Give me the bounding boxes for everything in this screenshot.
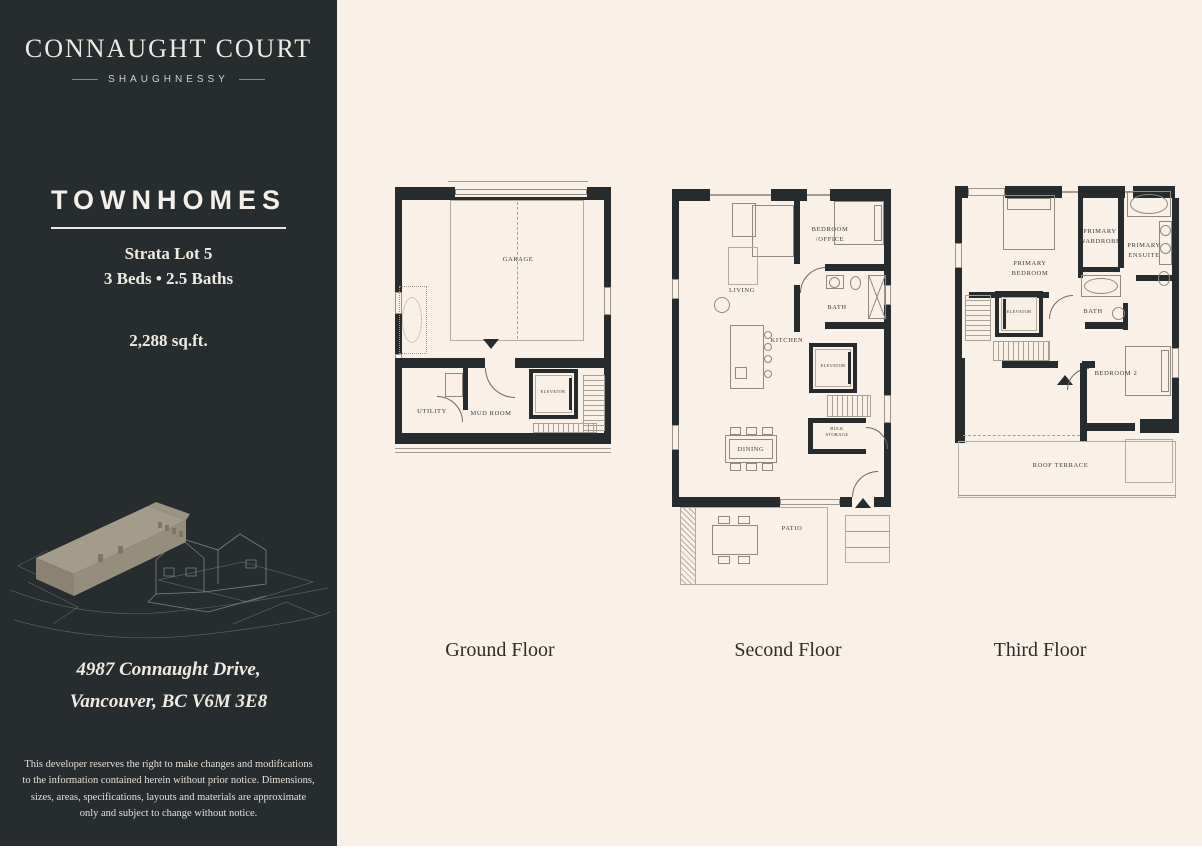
sink (829, 277, 840, 288)
entry-marker (483, 339, 499, 349)
room-label: BATH (827, 304, 847, 311)
third-floor-plan (955, 183, 1179, 505)
desk (752, 205, 794, 257)
garage-door (455, 189, 587, 195)
wall (604, 200, 611, 287)
wall (395, 358, 485, 368)
room-label: ELEVATOR (820, 363, 846, 368)
elevator-wall (853, 343, 857, 393)
section-title-wrap (0, 185, 337, 229)
slab-line (395, 452, 611, 453)
chair (730, 463, 741, 471)
wall (672, 325, 679, 425)
wall (463, 368, 468, 410)
chair (762, 427, 773, 435)
wall (515, 358, 611, 368)
elevator-wall (574, 369, 578, 419)
room-label: BATH (1083, 308, 1103, 315)
shower (868, 275, 886, 319)
room-label: UTILITY (417, 408, 447, 415)
sink (1112, 307, 1125, 320)
second-floor-caption: Second Floor (734, 639, 842, 661)
stairs (993, 341, 1050, 361)
wall (955, 198, 962, 243)
slab-line (395, 448, 611, 449)
wall (672, 189, 710, 201)
door-arc (852, 471, 878, 497)
cooktop (735, 367, 747, 379)
room-label: MUD ROOM (470, 410, 512, 417)
window (884, 395, 891, 423)
beam-line (807, 194, 830, 196)
window (672, 425, 679, 450)
stairs (965, 295, 991, 341)
elevator-wall (529, 369, 577, 373)
wall (604, 315, 611, 437)
toilet (850, 276, 861, 290)
floor-area: 2,288 sq.ft. (129, 331, 208, 350)
room-label: PRIMARY WARDROBE (1079, 228, 1121, 245)
room-label: ELEVATOR (540, 389, 566, 394)
wall (830, 189, 891, 201)
window (955, 243, 962, 268)
wall (587, 187, 611, 200)
wall (672, 497, 780, 507)
wall (395, 187, 455, 200)
slab-line (958, 495, 1176, 496)
sidebar (0, 0, 337, 846)
wall (395, 433, 611, 444)
wall (1085, 322, 1128, 329)
chair (762, 463, 773, 471)
chair (746, 427, 757, 435)
chair (746, 463, 757, 471)
chair (714, 297, 730, 313)
wall (825, 264, 891, 271)
wall (874, 497, 891, 507)
planter (680, 507, 696, 585)
kitchen-island (730, 325, 764, 389)
beam-line (710, 194, 771, 196)
room-label: BEDROOM 2 (1094, 370, 1138, 377)
window (672, 279, 679, 299)
tub-basin (1084, 278, 1118, 294)
sofa (732, 203, 756, 237)
beds-baths: 3 Beds • 2.5 Baths (103, 269, 234, 288)
wall (1172, 301, 1179, 348)
ground-floor-plan (393, 181, 613, 459)
chair (718, 556, 730, 564)
rug (728, 247, 758, 285)
elevator-wall (809, 343, 813, 393)
wall (884, 423, 891, 505)
wall (794, 201, 800, 264)
wall (955, 358, 965, 443)
wall (808, 418, 866, 423)
elevator-wall (995, 333, 1043, 337)
room-label: ROOF TERRACE (1032, 462, 1089, 469)
stairs (533, 423, 597, 433)
second-floor-plan (672, 185, 891, 590)
entry-marker (855, 498, 871, 508)
step-line (845, 547, 890, 548)
elevator-wall (1039, 291, 1043, 337)
wall (1087, 423, 1135, 431)
chair (738, 556, 750, 564)
logo-title: CONNAUGHT COURT (24, 34, 313, 63)
chair (718, 516, 730, 524)
toilet (1158, 271, 1170, 286)
wall (794, 285, 800, 332)
stool (764, 370, 772, 378)
room-label: ELEVATOR (1006, 309, 1032, 314)
stall-divider (517, 202, 518, 339)
wall (1172, 198, 1179, 301)
elevator-wall (809, 343, 857, 347)
elevator-wall (809, 389, 857, 393)
future-elevator-cab (402, 297, 422, 343)
door-arc (800, 267, 826, 293)
step-line (845, 531, 890, 532)
stool (764, 355, 772, 363)
patio-slider (780, 499, 840, 505)
elevator-wall (995, 291, 1043, 295)
window (968, 188, 1005, 196)
disclaimer: This developer reserves the right to make changes and modifications to the information contained herein without prior notice. Dimensions, sizes, areas, specifications, layouts and materials are approximate only and subject to change without notice. (22, 759, 315, 819)
strata-lot: Strata Lot 5 (124, 244, 213, 263)
subtitle-dash-left (72, 79, 98, 80)
third-floor-caption: Third Floor (993, 639, 1087, 661)
wall (808, 449, 866, 454)
room-label: DINING (737, 446, 765, 453)
wall (955, 186, 968, 198)
wall (395, 368, 402, 438)
wall (825, 322, 891, 329)
wall (672, 201, 679, 279)
address (0, 654, 337, 719)
patio-table (712, 525, 758, 555)
section-title: TOWNHOMES (51, 185, 286, 229)
room-label: PRIMARY BEDROOM (1011, 260, 1049, 277)
bed-pillow (874, 205, 882, 241)
room-label: PRIMARY ENSUITE (1127, 242, 1161, 259)
door-arc (1049, 295, 1073, 319)
room-label: BULK STORAGE (825, 426, 849, 438)
window (604, 287, 611, 315)
address-line1: 4987 Connaught Drive, (76, 659, 261, 680)
wall (884, 201, 891, 285)
wall (395, 200, 402, 292)
logo-subtitle-text: SHAUGHNESSY (108, 74, 229, 85)
level-change-line (963, 435, 1080, 436)
wall (771, 189, 807, 201)
bed-pillow (1007, 198, 1051, 210)
wall (1002, 361, 1058, 368)
sink (1160, 225, 1171, 236)
skylight (1125, 439, 1173, 483)
entry-steps (845, 515, 890, 563)
room-label: LIVING (729, 287, 755, 294)
wall (955, 268, 962, 358)
door-arc (485, 368, 515, 398)
room-label: KITCHEN (770, 337, 804, 344)
wall (1080, 267, 1120, 272)
bed-pillow (1161, 350, 1169, 392)
chair (730, 427, 741, 435)
site-illustration (8, 462, 330, 652)
room-label: BEDROOM /OFFICE (811, 226, 849, 243)
chair (738, 516, 750, 524)
ground-floor-caption: Ground Floor (445, 639, 555, 661)
elevator-wall (529, 369, 533, 419)
wall (672, 299, 679, 325)
address-line2: Vancouver, BC V6M 3E8 (69, 691, 268, 713)
slab-line (448, 181, 588, 182)
room-label: PATIO (781, 525, 803, 532)
logo-subtitle (0, 74, 337, 85)
elevator-wall (529, 415, 577, 419)
tub-basin (1130, 194, 1168, 214)
room-label: GARAGE (502, 256, 534, 263)
wall (1140, 419, 1175, 433)
water-heater (445, 373, 463, 397)
elevator-wall (995, 291, 999, 337)
subtitle-dash-right (239, 79, 265, 80)
wall (840, 497, 852, 507)
stairs (827, 395, 871, 417)
window (1172, 348, 1179, 378)
